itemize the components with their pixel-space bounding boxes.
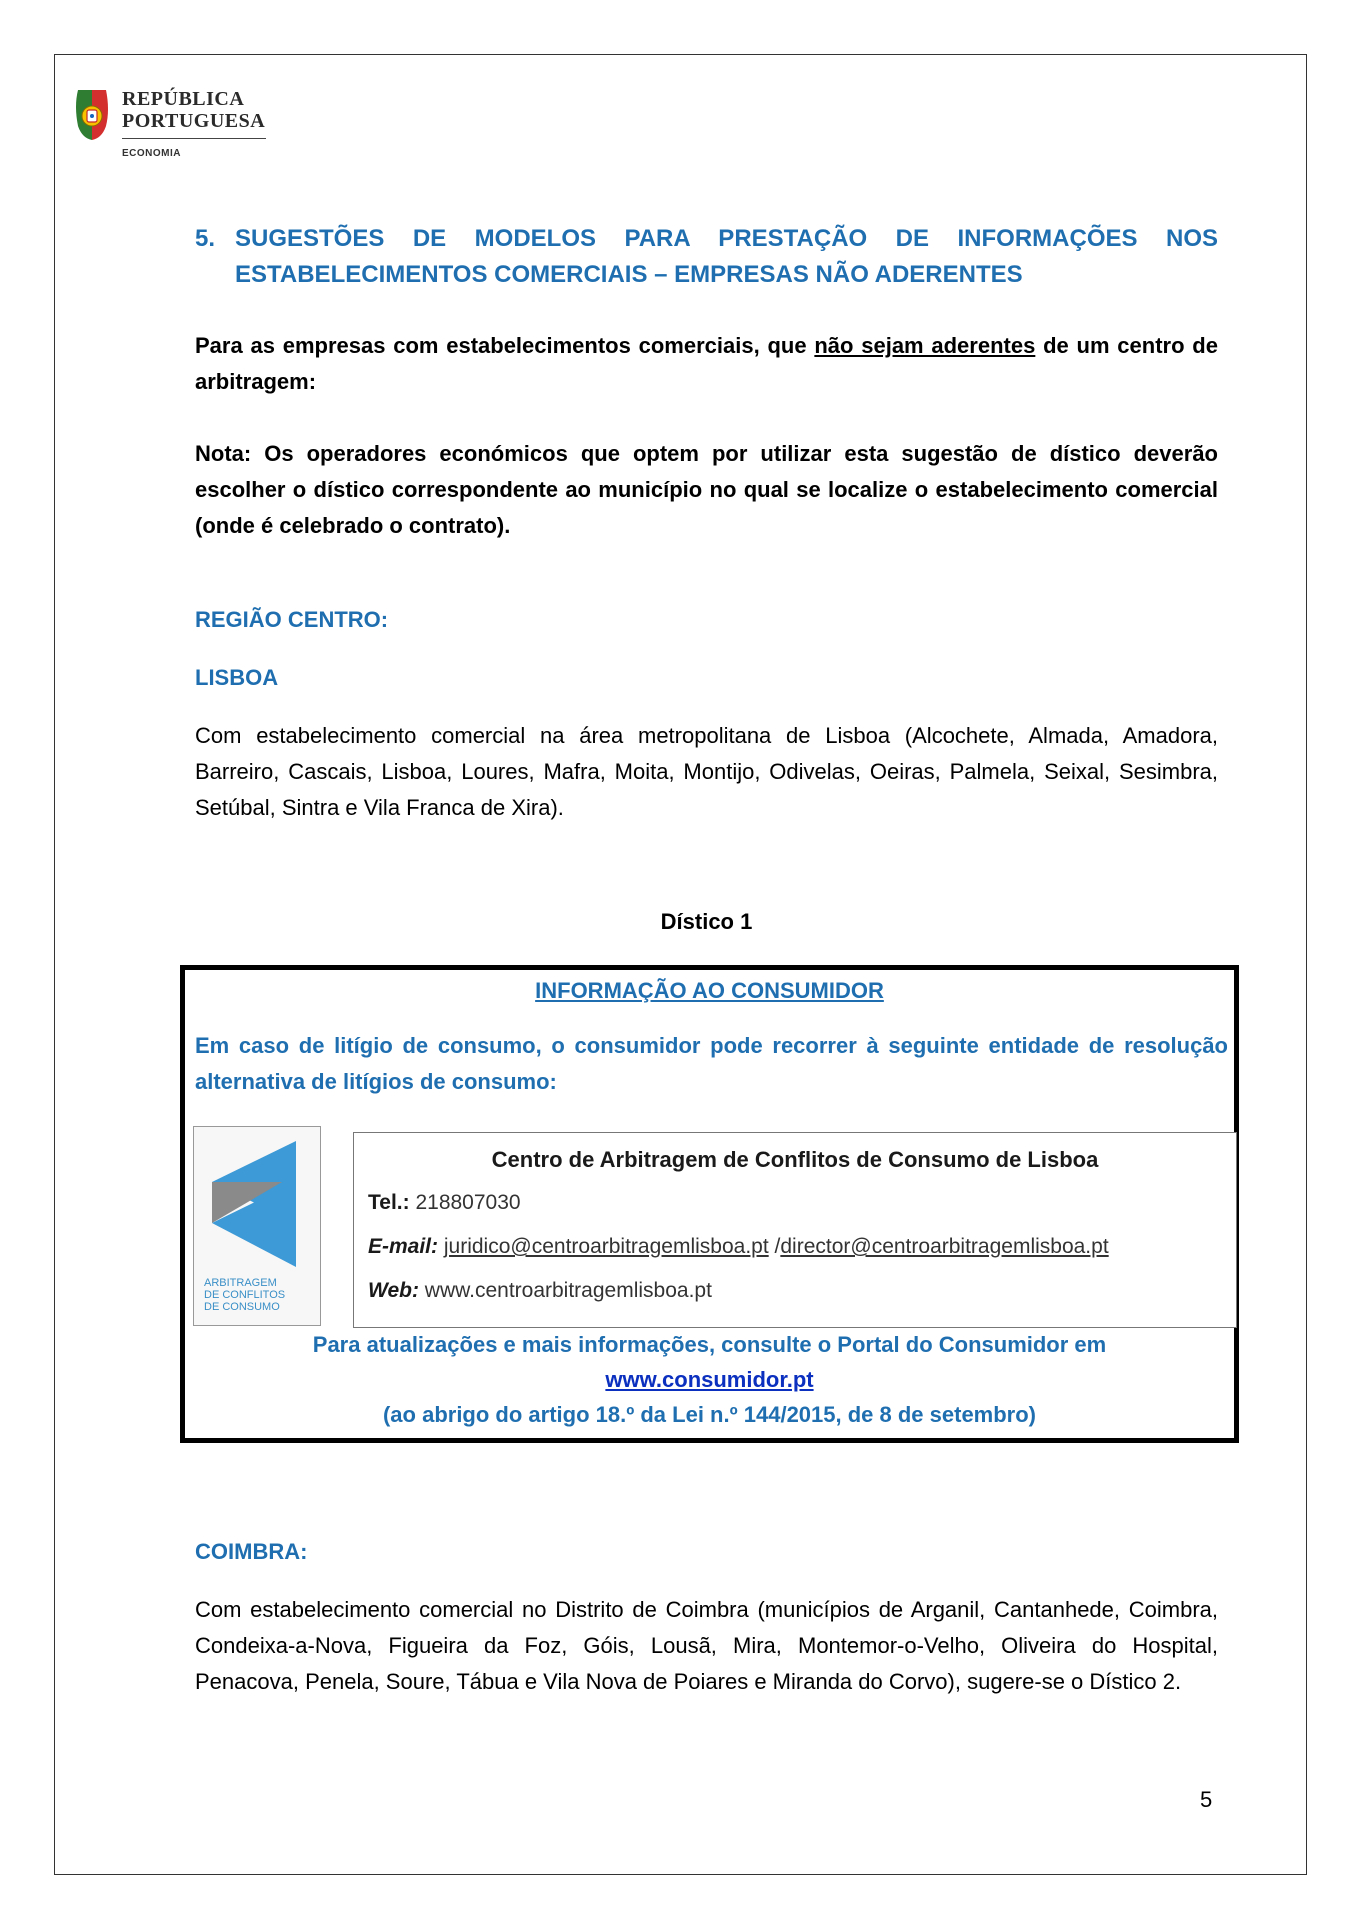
box-footer-line-3: (ao abrigo do artigo 18.º da Lei n.º 144/2015, de 8 de setembro) [382, 1402, 1037, 1427]
note-paragraph: Nota: Os operadores económicos que optem por utilizar esta sugestão de dístico deverão escolher o dístico correspondente ao município no qual se localize o estabelecimento comercial (onde é celebrado o contrato). [195, 441, 1218, 538]
triangle-logo-icon [194, 1127, 322, 1277]
intro-text-after: de um centro de arbitragem: [195, 333, 1218, 394]
logo-subtitle: ECONOMIA [122, 148, 181, 159]
entity-tel-row [368, 1191, 521, 1215]
logo-line-1: REPÚBLICA [122, 88, 245, 110]
tel-label: Tel.: [368, 1191, 410, 1214]
box-title: INFORMAÇÃO AO CONSUMIDOR [535, 978, 884, 1003]
logo-caption-line-3: DE CONSUMO [204, 1301, 280, 1313]
coimbra-description: Com estabelecimento comercial no Distrito de Coimbra (municípios de Arganil, Cantanhede, Coimbra, Condeixa-a-Nova, Figueira da Foz, Góis, Lousã, Mira, Montemor-o-Velho, Oliveira do Hospital, Penacova, Penela, Soure, Tábua e Vila Nova de Poiares e Miranda do Corvo), sugere-se o Dístico 2. [195, 1597, 1218, 1694]
logo-divider [122, 138, 266, 139]
logo-line-2: PORTUGUESA [122, 110, 266, 132]
web-label: Web: [368, 1279, 419, 1302]
republica-portuguesa-logo [72, 86, 272, 166]
section-title-line-2: ESTABELECIMENTOS COMERCIAIS – EMPRESAS NÃO ADERENTES [235, 261, 1023, 288]
box-footer-link-row [185, 1367, 1234, 1393]
consumidor-link[interactable]: www.consumidor.pt [605, 1367, 814, 1392]
web-link[interactable]: www.centroarbitragemlisboa.pt [424, 1279, 712, 1302]
intro-text-before: Para as empresas com estabelecimentos comerciais, que [195, 333, 815, 358]
email-label: E-mail: [368, 1235, 439, 1258]
lisboa-heading: LISBOA [195, 665, 279, 690]
entity-email-row [368, 1235, 1109, 1259]
entity-web-row [368, 1279, 712, 1303]
portugal-emblem-icon [72, 86, 112, 142]
tel-value: 218807030 [415, 1191, 521, 1214]
distico-label: Dístico 1 [660, 909, 753, 934]
intro-underlined: não sejam aderentes [814, 333, 1036, 358]
box-intro: Em caso de litígio de consumo, o consumidor pode recorrer à seguinte entidade de resolução alternativa de litígios de consumo: [195, 1033, 1228, 1094]
logo-caption-line-2: DE CONFLITOS [204, 1289, 286, 1301]
coimbra-heading: COIMBRA: [195, 1539, 308, 1564]
distico-box [180, 965, 1239, 1443]
entity-card [353, 1132, 1237, 1328]
logo-caption-line-1: ARBITRAGEM [204, 1277, 277, 1289]
intro-paragraph [195, 328, 1218, 400]
lisboa-description: Com estabelecimento comercial na área metropolitana de Lisboa (Alcochete, Almada, Amadora, Barreiro, Cascais, Lisboa, Loures, Mafra, Moita, Montijo, Odivelas, Oeiras, Palmela, Seixal, Sesimbra, Setúbal, Sintra e Vila Franca de Xira). [195, 723, 1218, 820]
arbitration-center-logo [193, 1126, 321, 1326]
email-link-2[interactable]: director@centroarbitragemlisboa.pt [780, 1235, 1109, 1258]
box-footer-line-1: Para atualizações e mais informações, consulte o Portal do Consumidor em [312, 1332, 1107, 1357]
page-number: 5 [1200, 1787, 1213, 1812]
entity-name: Centro de Arbitragem de Conflitos de Consumo de Lisboa [491, 1147, 1099, 1172]
logo-caption [204, 1277, 314, 1313]
section-number: 5. [195, 225, 216, 252]
region-heading: REGIÃO CENTRO: [195, 607, 389, 632]
section-title-line-1: SUGESTÕES DE MODELOS PARA PRESTAÇÃO DE INFORMAÇÕES NOS [235, 225, 1218, 252]
email-separator: / [774, 1235, 781, 1258]
email-link-1[interactable]: juridico@centroarbitragemlisboa.pt [443, 1235, 769, 1258]
